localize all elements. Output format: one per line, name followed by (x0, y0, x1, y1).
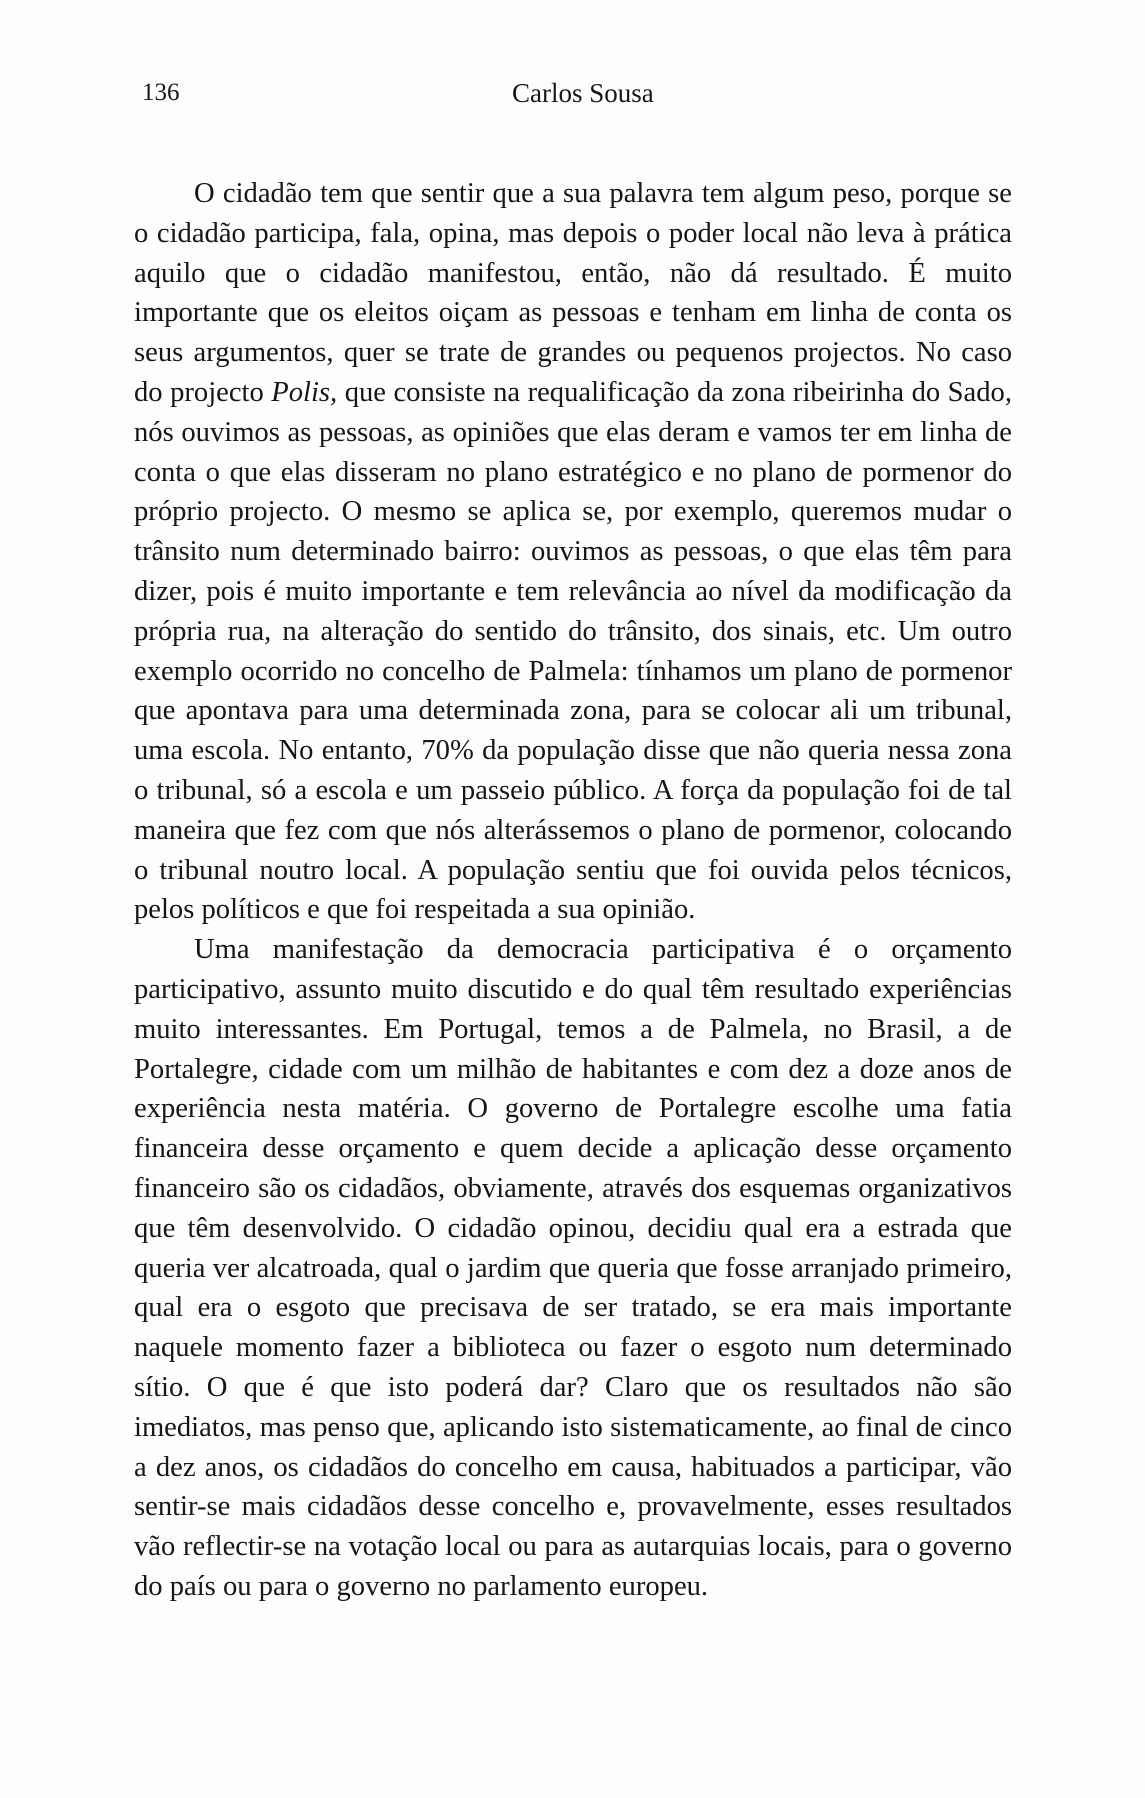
running-head-author: Carlos Sousa (512, 78, 654, 108)
running-head (142, 76, 1010, 110)
body-text (134, 174, 1012, 1607)
project-name-italic: Polis, (271, 376, 338, 408)
paragraph-1-part-b: que consiste na requalificação da zona ribeirinha do Sado, nós ouvimos as pessoas, as opiniões que elas deram e vamos ter em linha de conta o que elas disseram no plano estratégico e no plano de pormenor do próprio projecto. O mesmo se aplica se, por exemplo, queremos mudar o trânsito num determinado bairro: ouvimos as pessoas, o que elas têm para dizer, pois é muito importante e tem relevância ao nível da modificação da própria rua, na alteração do sentido do trânsito, dos sinais, etc. Um outro exemplo ocorrido no concelho de Palmela: tínhamos um plano de pormenor que apontava para uma determinada zona, para se colocar ali um tribunal, uma escola. No entanto, 70% da população disse que não queria nessa zona o tribunal, só a escola e um passeio público. A força da população foi de tal maneira que fez com que nós alterássemos o plano de pormenor, colocando o tribunal noutro local. A população sentiu que foi ouvida pelos técnicos, pelos políticos e que foi respeitada a sua opinião. (134, 376, 1012, 926)
paragraph-1 (134, 174, 1012, 930)
page-number: 136 (142, 79, 180, 106)
paragraph-1-part-a: O cidadão tem que sentir que a sua palavra tem algum peso, porque se o cidadão participa, fala, opina, mas depois o poder local não leva à prática aquilo que o cidadão manifestou, então, não dá resultado. É muito importante que os eleitos oiçam as pessoas e tenham em linha de conta os seus argumentos, quer se trate de grandes ou pequenos projectos. No caso do projecto (134, 178, 1012, 408)
paragraph-2: Uma manifestação da democracia participativa é o orçamento participativo, assunto muito discutido e do qual têm resultado experiências muito interessantes. Em Portugal, temos a de Palmela, no Brasil, a de Portalegre, cidade com um milhão de habitantes e com dez a doze anos de experiência nesta matéria. O governo de Portalegre escolhe uma fatia financeira desse orçamento e quem decide a aplicação desse orçamento financeiro são os cidadãos, obviamente, através dos esquemas organizativos que têm desenvolvido. O cidadão opinou, decidiu qual era a estrada que queria ver alcatroada, qual o jardim que queria que fosse arranjado primeiro, qual era o esgoto que precisava de ser tratado, se era mais importante naquele momento fazer a biblioteca ou fazer o esgoto num determinado sítio. O que é que isto poderá dar? Claro que os resultados não são imediatos, mas penso que, aplicando isto sistematicamente, ao final de cinco a dez anos, os cidadãos do concelho em causa, habituados a participar, vão sentir-se mais cidadãos desse concelho e, provavelmente, esses resultados vão reflectir-se na votação local ou para as autarquias locais, para o governo do país ou para o governo no parlamento europeu. (134, 934, 1012, 1602)
